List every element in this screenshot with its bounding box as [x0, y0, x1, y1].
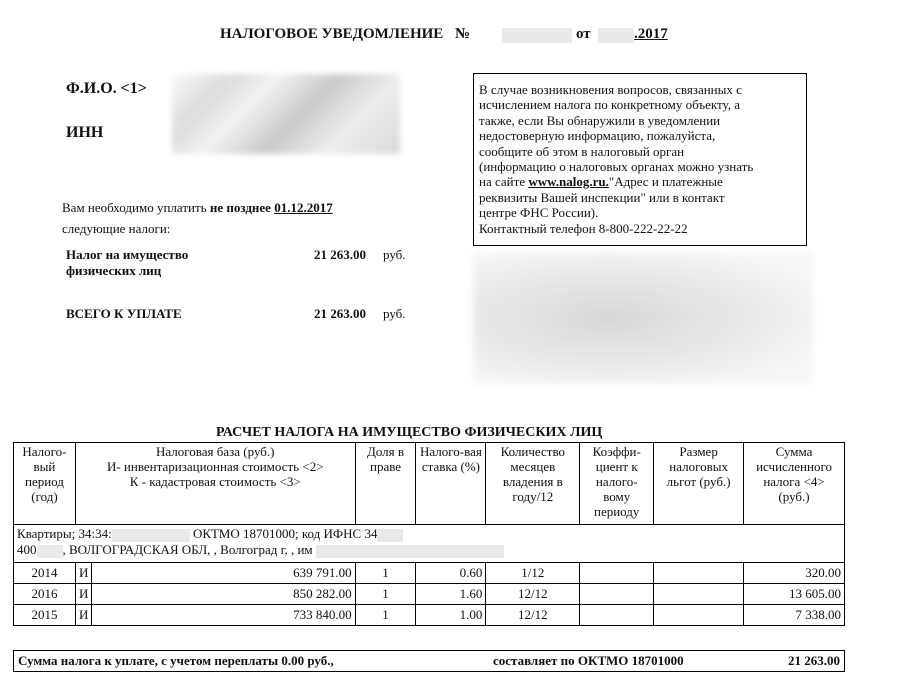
- summary-label: Сумма налога к уплате, с учетом переплаты 0.00 руб.,: [18, 653, 334, 668]
- row-type: И: [75, 563, 91, 584]
- redacted-address: [316, 545, 504, 558]
- row-base: 850 282.00: [92, 584, 355, 605]
- inn-label: ИНН: [66, 124, 104, 141]
- info-line: [479, 174, 806, 189]
- object-type-cadastral: Квартиры; 34:34:: [17, 526, 112, 541]
- summary-amount: 21 263.00: [788, 653, 840, 668]
- row-coef: [580, 584, 654, 605]
- row-rate: 1.60: [416, 584, 486, 605]
- total-currency: руб.: [383, 306, 406, 321]
- info-box: [473, 73, 807, 246]
- object-oktmo-ifns: ОКТМО 18701000; код ИФНС 34: [192, 526, 378, 541]
- row-months: 12/12: [486, 584, 580, 605]
- calc-title: РАСЧЕТ НАЛОГА НА ИМУЩЕСТВО ФИЗИЧЕСКИХ ЛИЦ: [216, 425, 603, 440]
- calc-table: [13, 442, 845, 626]
- info-site-prefix: на сайте: [479, 174, 526, 190]
- redacted-cadastral: [112, 529, 190, 542]
- header-base-title: Налоговая база (руб.): [156, 444, 275, 459]
- payment-line-1-text: Вам необходимо уплатить: [62, 200, 207, 215]
- row-base: 733 840.00: [92, 605, 355, 626]
- row-type: И: [75, 584, 91, 605]
- row-type: И: [75, 605, 91, 626]
- row-benefit: [654, 563, 744, 584]
- info-line: (информацию о налоговых органах можно узнать: [479, 159, 754, 175]
- tax-currency: руб.: [383, 247, 406, 262]
- row-sum: 320.00: [744, 563, 845, 584]
- redacted-person-data: [172, 74, 400, 154]
- info-line: В случае возникновения вопросов, связанных с: [479, 82, 742, 97]
- total-amount: 21 263.00: [314, 306, 366, 321]
- calc-header-row: [14, 443, 845, 525]
- header-coef: Коэффи-циент к налого-вому периоду: [580, 443, 654, 525]
- header-sum: Сумма исчисленного налога <4> (руб.): [744, 443, 845, 525]
- header-share: Доля в праве: [355, 443, 416, 525]
- row-sum: 7 338.00: [744, 605, 845, 626]
- info-line: реквизиты Вашей инспекции" или в контакт: [479, 189, 725, 205]
- notice-number-sign: №: [455, 26, 471, 42]
- notice-date-year: .2017: [634, 26, 668, 42]
- row-sum: 13 605.00: [744, 584, 845, 605]
- notice-title: [220, 26, 470, 43]
- redacted-number: [502, 28, 572, 43]
- header-rate: Налого-вая ставка (%): [416, 443, 486, 525]
- row-year: 2014: [14, 563, 76, 584]
- row-share: 1: [355, 584, 416, 605]
- object-postcode: 400: [17, 542, 37, 557]
- payment-deadline: 01.12.2017: [274, 200, 333, 215]
- tax-name-line-1: Налог на имущество: [66, 247, 189, 262]
- payment-line-2: следующие налоги:: [62, 221, 171, 236]
- info-line: сообщите об этом в налоговый орган: [479, 143, 685, 159]
- tax-name: [66, 247, 188, 279]
- row-coef: [580, 563, 654, 584]
- fio-label: Ф.И.О. <1>: [66, 80, 147, 97]
- redacted-ifns: [377, 529, 403, 542]
- from-word: от: [576, 26, 591, 42]
- table-row: [14, 584, 845, 605]
- header-benefit: Размер налоговых льгот (руб.): [654, 443, 744, 525]
- contact-phone: Контактный телефон 8-800-222-22-22: [479, 220, 688, 236]
- summary-box: [13, 650, 845, 672]
- row-share: 1: [355, 605, 416, 626]
- row-months: 12/12: [486, 605, 580, 626]
- table-row: [14, 563, 845, 584]
- header-base: [75, 443, 355, 525]
- payment-deadline-label: не позднее: [209, 200, 271, 215]
- object-address: , ВОЛГОГРАДСКАЯ ОБЛ, , Волгоград г, , им: [62, 542, 313, 557]
- redacted-barcode: [473, 252, 813, 384]
- row-rate: 0.60: [416, 563, 486, 584]
- payment-line-1: [62, 200, 333, 216]
- header-base-cadastral: К - кадастровая стоимость <3>: [129, 474, 301, 489]
- info-site-suffix: "Адрес и платежные: [608, 174, 723, 190]
- row-months: 1/12: [486, 563, 580, 584]
- info-line: исчислением налога по конкретному объекту, а: [479, 97, 741, 113]
- object-description: [14, 525, 845, 563]
- table-row: [14, 605, 845, 626]
- notice-title-text: НАЛОГОВОЕ УВЕДОМЛЕНИЕ: [220, 26, 444, 42]
- header-period: Налого-вый период (год): [14, 443, 76, 525]
- header-base-inventory: И- инвентаризационная стоимость <2>: [106, 459, 324, 474]
- info-line: недостоверную информацию, пожалуйста,: [479, 128, 716, 144]
- row-coef: [580, 605, 654, 626]
- object-row: [14, 525, 845, 563]
- summary-oktmo: составляет по ОКТМО 18701000: [493, 653, 684, 668]
- row-share: 1: [355, 563, 416, 584]
- info-line: центре ФНС России).: [479, 205, 599, 221]
- row-benefit: [654, 584, 744, 605]
- row-year: 2016: [14, 584, 76, 605]
- nalog-site-link[interactable]: www.nalog.ru.: [528, 174, 609, 190]
- tax-name-line-2: физических лиц: [66, 263, 162, 278]
- info-line: также, если Вы обнаружили в уведомлении: [479, 112, 721, 128]
- tax-amount: 21 263.00: [314, 247, 366, 262]
- redacted-date: [598, 28, 634, 43]
- row-base: 639 791.00: [92, 563, 355, 584]
- object-line-1: [17, 526, 841, 542]
- header-months: Количество месяцев владения в году/12: [486, 443, 580, 525]
- object-line-2: [17, 542, 841, 558]
- total-label: ВСЕГО К УПЛАТЕ: [66, 306, 182, 321]
- row-benefit: [654, 605, 744, 626]
- redacted-postcode: [37, 545, 63, 558]
- row-year: 2015: [14, 605, 76, 626]
- row-rate: 1.00: [416, 605, 486, 626]
